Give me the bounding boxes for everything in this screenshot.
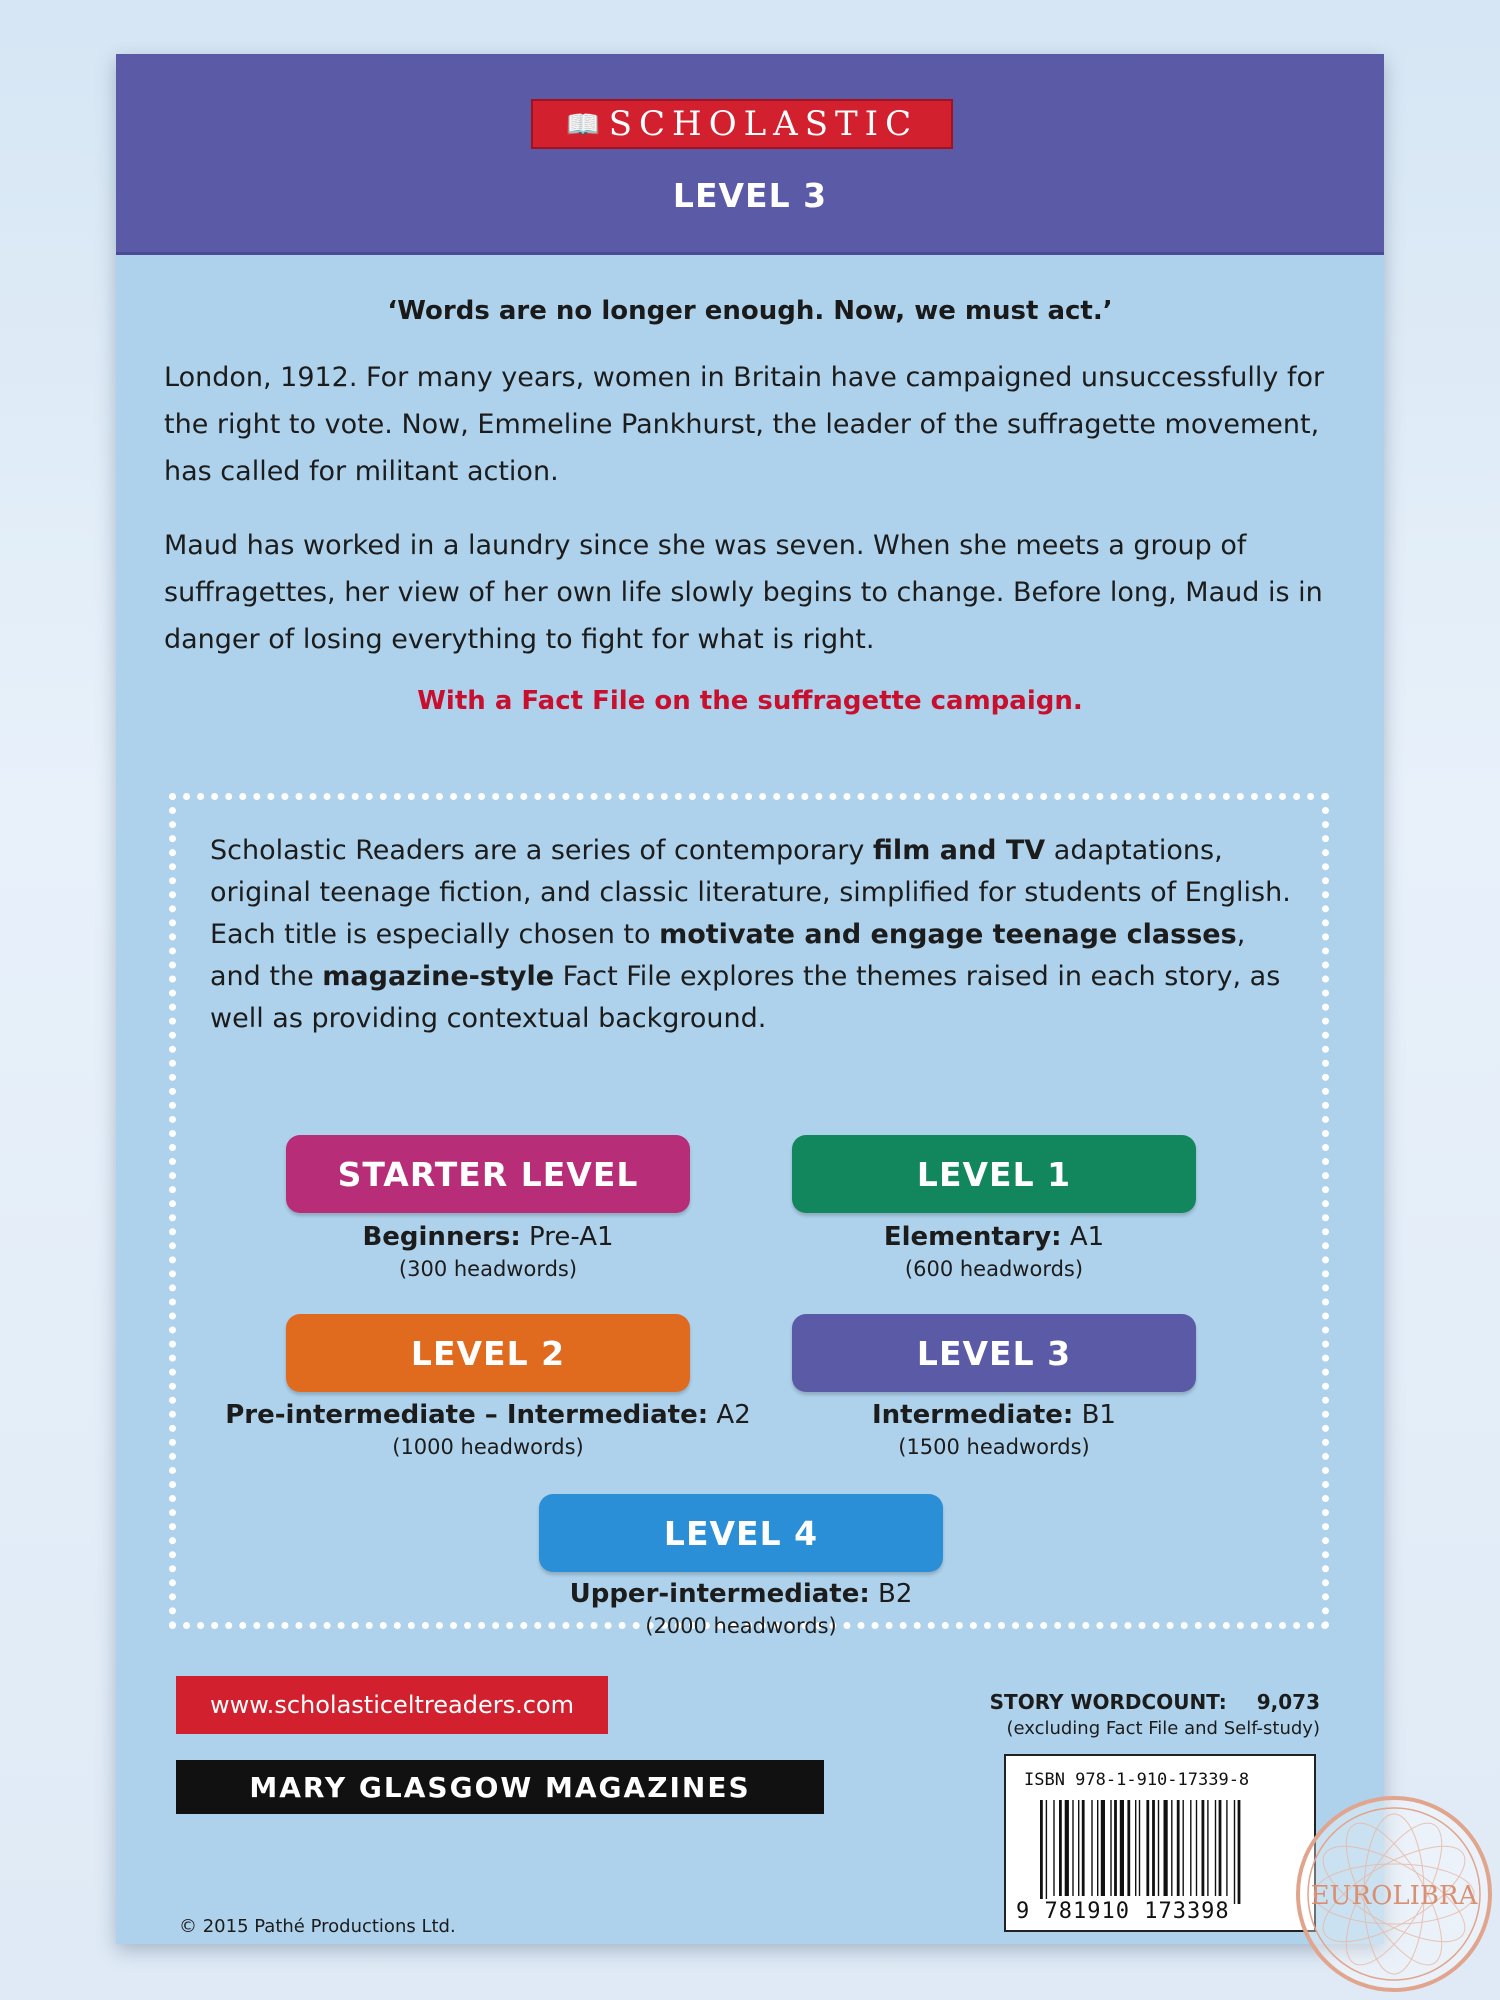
level-desc-4 [461,1577,1021,1641]
open-book-icon: 📖 [565,107,601,141]
level-label: STARTER LEVEL [337,1154,639,1194]
isbn-barcode [1004,1754,1316,1932]
stamp-text: EUROLIBRA [1310,1881,1478,1911]
logo-text: SCHOLASTIC [608,104,919,144]
barcode-digits: 9 781910 173398 [1016,1899,1230,1924]
level-cefr: A1 [1069,1222,1105,1252]
barcode-bars [1040,1800,1290,1904]
level-cefr: A2 [716,1400,751,1430]
intro-text: adaptations, original teenage fiction, and classic literature, simplified for students of English. Each title is especially chosen to [210,835,1291,950]
level-desc-starter [208,1220,768,1284]
intro-text: Scholastic Readers are a series of contemporary [210,835,873,866]
header-band [116,54,1384,255]
level-pill-starter [286,1135,690,1213]
eurolibra-stamp [1292,1792,1496,1996]
level-stage: Intermediate: [872,1400,1074,1430]
book-back-cover [116,54,1384,1944]
level-label: LEVEL 4 [663,1513,819,1553]
copyright: © 2015 Pathé Productions Ltd. [179,1916,456,1937]
level-pill-2 [286,1314,690,1392]
level-pill-3 [792,1314,1196,1392]
intro-bold: film and TV [872,835,1046,866]
levels-panel [169,793,1329,1638]
level-desc-3 [714,1398,1274,1462]
level-headwords: (600 headwords) [904,1257,1084,1281]
publisher-banner: MARY GLASGOW MAGAZINES [176,1760,824,1814]
level-cefr: Pre-A1 [529,1222,614,1252]
level-desc-2 [178,1398,798,1462]
story-wordcount [990,1690,1320,1739]
level-label: LEVEL 2 [410,1333,566,1373]
intro-bold: magazine-style [322,961,555,992]
level-headwords: (1000 headwords) [392,1435,584,1459]
website-link[interactable]: www.scholasticeltreaders.com [176,1676,608,1734]
level-label: LEVEL 1 [916,1154,1072,1194]
level-pill-1 [792,1135,1196,1213]
fact-file-line: With a Fact File on the suffragette campaign. [417,686,1083,716]
level-cefr: B1 [1081,1400,1116,1430]
level-cefr: B2 [878,1579,913,1609]
intro-text: Fact File explores the themes raised in each story, as well as providing contextual background. [210,961,1281,1034]
intro-bold: motivate and engage teenage classes [659,919,1237,950]
isbn-text: ISBN 978-1-910-17339-8 [1024,1770,1250,1790]
level-stage: Elementary: [883,1222,1062,1252]
level-headwords: (2000 headwords) [645,1614,837,1638]
level-desc-1 [714,1220,1274,1284]
level-headwords: (300 headwords) [398,1257,578,1281]
blurb-quote: ‘Words are no longer enough. Now, we must act.’ [387,296,1113,326]
level-stage: Beginners: [362,1222,521,1252]
header-level: LEVEL 3 [672,176,828,215]
level-stage: Pre-intermediate – Intermediate: [225,1400,709,1430]
level-stage: Upper-intermediate: [569,1579,870,1609]
wordcount-value: 9,073 [1256,1690,1320,1714]
scholastic-logo [531,99,953,149]
wordcount-note: (excluding Fact File and Self-study) [1006,1718,1320,1739]
level-headwords: (1500 headwords) [898,1435,1090,1459]
blurb-paragraph-1: London, 1912. For many years, women in Britain have campaigned unsuccessfully for the right to vote. Now, Emmeline Pankhurst, the leader of the suffragette movement, has called for militant action. [164,362,1325,487]
wordcount-label: STORY WORDCOUNT: [989,1690,1227,1714]
series-intro [210,830,1300,1040]
level-pill-4 [539,1494,943,1572]
level-label: LEVEL 3 [916,1333,1072,1373]
intro-text: , and the [210,919,1246,992]
blurb-paragraph-2: Maud has worked in a laundry since she was seven. When she meets a group of suffragettes, her view of her own life slowly begins to change. Before long, Maud is in danger of losing everything to fight for what is right. [164,530,1323,655]
